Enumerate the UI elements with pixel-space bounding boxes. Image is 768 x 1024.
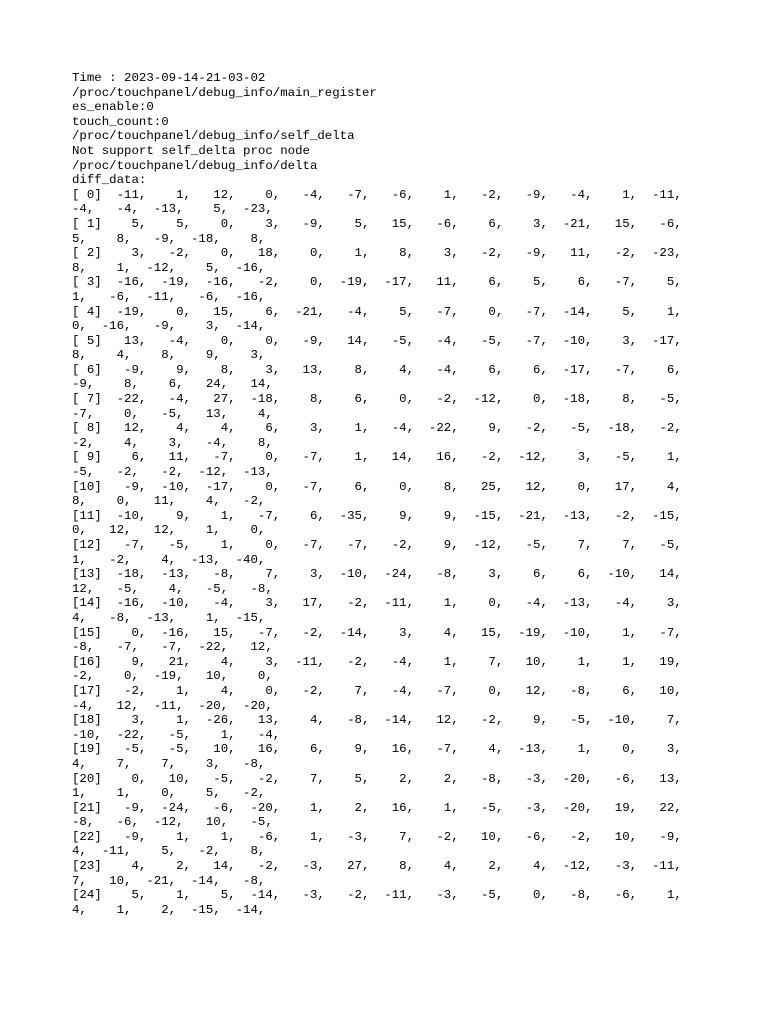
diff-data-line: [14] -16, -10, -4, 3, 17, -2, -11, 1, 0, -4, -13, -4, 3, <box>72 596 682 611</box>
header-line: /proc/touchpanel/debug_info/self_delta <box>72 129 355 144</box>
header-line: Not support self_delta proc node <box>72 143 310 158</box>
diff-data-line: [ 8] 12, 4, 4, 6, 3, 1, -4, -22, 9, -2, -5, -18, -2, <box>72 421 682 436</box>
diff-data-line: [ 9] 6, 11, -7, 0, -7, 1, 14, 16, -2, -12, 3, -5, 1, <box>72 450 682 465</box>
diff-data-line: -9, 8, 6, 24, 14, <box>72 377 273 392</box>
diff-data-line: [15] 0, -16, 15, -7, -2, -14, 3, 4, 15, -19, -10, 1, -7, <box>72 625 682 640</box>
diff-data-line: [ 7] -22, -4, 27, -18, 8, 6, 0, -2, -12, 0, -18, 8, -5, <box>72 392 682 407</box>
diff-data-line: [24] 5, 1, 5, -14, -3, -2, -11, -3, -5, 0, -8, -6, 1, <box>72 888 682 903</box>
diff-data-line: [ 5] 13, -4, 0, 0, -9, 14, -5, -4, -5, -7, -10, 3, -17, <box>72 333 682 348</box>
diff-data-line: [10] -9, -10, -17, 0, -7, 6, 0, 8, 25, 12, 0, 17, 4, <box>72 479 682 494</box>
header-line: Time : 2023-09-14-21-03-02 <box>72 71 266 85</box>
diff-data-line: -8, -7, -7, -22, 12, <box>72 640 273 655</box>
diff-data-line: [13] -18, -13, -8, 7, 3, -10, -24, -8, 3, 6, 6, -10, 14, <box>72 567 682 582</box>
diff-data-line: 0, -16, -9, 3, -14, <box>72 319 266 334</box>
diff-data-line: 8, 0, 11, 4, -2, <box>72 494 266 509</box>
diff-data-line: [21] -9, -24, -6, -20, 1, 2, 16, 1, -5, -3, -20, 19, 22, <box>72 800 682 815</box>
header-line: /proc/touchpanel/debug_info/main_register <box>72 85 377 100</box>
header-line: diff_data: <box>72 173 147 188</box>
diff-data-line: 4, 7, 7, 3, -8, <box>72 756 266 771</box>
diff-data-line: 8, 1, -12, 5, -16, <box>72 260 266 275</box>
diff-data-line: [ 1] 5, 5, 0, 3, -9, 5, 15, -6, 6, 3, -21, 15, -6, <box>72 216 682 231</box>
diff-data-line: [20] 0, 10, -5, -2, 7, 5, 2, 2, -8, -3, -20, -6, 13, <box>72 771 682 786</box>
diff-data-line: -5, -2, -2, -12, -13, <box>72 465 273 480</box>
diff-data-line: 4, 1, 2, -15, -14, <box>72 902 266 917</box>
diff-data-line: 4, -11, 5, -2, 8, <box>72 844 266 859</box>
diff-data-line: 0, 12, 12, 1, 0, <box>72 523 266 538</box>
diff-data-line: -8, -6, -12, 10, -5, <box>72 815 273 830</box>
header-line: /proc/touchpanel/debug_info/delta <box>72 158 318 173</box>
diff-data-line: 1, 1, 0, 5, -2, <box>72 786 266 801</box>
diff-data-line: -2, 0, -19, 10, 0, <box>72 669 273 684</box>
diff-data-line: 1, -2, 4, -13, -40, <box>72 552 266 567</box>
diff-data-line: 7, 10, -21, -14, -8, <box>72 873 266 888</box>
diff-data-line: [22] -9, 1, 1, -6, 1, -3, 7, -2, 10, -6, -2, 10, -9, <box>72 829 682 844</box>
diff-data-line: 1, -6, -11, -6, -16, <box>72 289 266 304</box>
diff-data-line: -7, 0, -5, 13, 4, <box>72 406 273 421</box>
diff-data-line: [ 3] -16, -19, -16, -2, 0, -19, -17, 11, 6, 5, 6, -7, 5, <box>72 275 682 290</box>
header-line: touch_count:0 <box>72 114 169 129</box>
log-document <box>72 71 712 917</box>
diff-data-line: [23] 4, 2, 14, -2, -3, 27, 8, 4, 2, 4, -12, -3, -11, <box>72 859 682 874</box>
diff-data-line: [16] 9, 21, 4, 3, -11, -2, -4, 1, 7, 10, 1, 1, 19, <box>72 654 682 669</box>
diff-data-line: -4, 12, -11, -20, -20, <box>72 698 273 713</box>
diff-data-line: [ 4] -19, 0, 15, 6, -21, -4, 5, -7, 0, -7, -14, 5, 1, <box>72 304 682 319</box>
diff-data-line: [ 6] -9, 9, 8, 3, 13, 8, 4, -4, 6, 6, -17, -7, 6, <box>72 362 682 377</box>
diff-data-line: [17] -2, 1, 4, 0, -2, 7, -4, -7, 0, 12, -8, 6, 10, <box>72 683 682 698</box>
diff-data-line: 5, 8, -9, -18, 8, <box>72 231 266 246</box>
header-line: es_enable:0 <box>72 100 154 115</box>
diff-data-line: [ 2] 3, -2, 0, 18, 0, 1, 8, 3, -2, -9, 11, -2, -23, <box>72 246 682 261</box>
diff-data-line: [ 0] -11, 1, 12, 0, -4, -7, -6, 1, -2, -9, -4, 1, -11, <box>72 187 682 202</box>
diff-data-line: [11] -10, 9, 1, -7, 6, -35, 9, 9, -15, -21, -13, -2, -15, <box>72 508 682 523</box>
diff-data-line: -2, 4, 3, -4, 8, <box>72 435 273 450</box>
diff-data-line: -10, -22, -5, 1, -4, <box>72 727 281 742</box>
diff-data-line: [12] -7, -5, 1, 0, -7, -7, -2, 9, -12, -5, 7, 7, -5, <box>72 538 682 552</box>
diff-data-line: 8, 4, 8, 9, 3, <box>72 348 266 363</box>
diff-data-line: -4, -4, -13, 5, -23, <box>72 202 273 217</box>
diff-data-line: 4, -8, -13, 1, -15, <box>72 610 266 625</box>
diff-data-line: [19] -5, -5, 10, 16, 6, 9, 16, -7, 4, -13, 1, 0, 3, <box>72 742 682 757</box>
diff-data-line: [18] 3, 1, -26, 13, 4, -8, -14, 12, -2, 9, -5, -10, 7, <box>72 713 682 728</box>
diff-data-line: 12, -5, 4, -5, -8, <box>72 581 273 596</box>
